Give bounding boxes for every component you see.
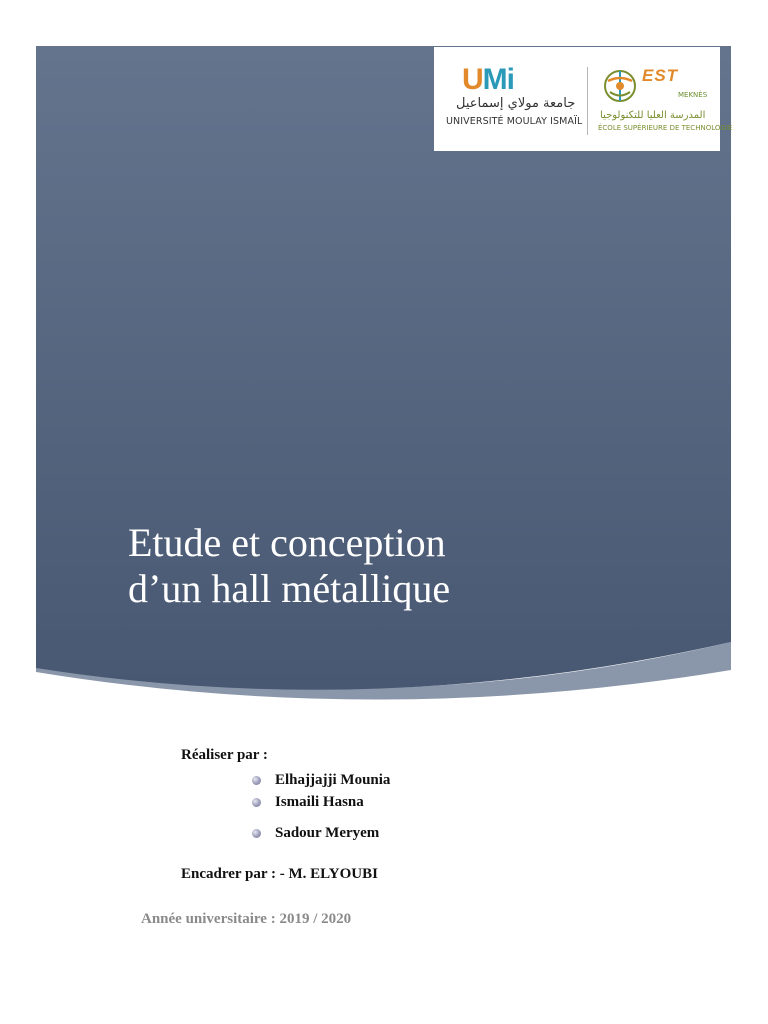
title-line-2: d’un hall métallique bbox=[128, 566, 451, 611]
academic-year: Année universitaire : 2019 / 2020 bbox=[141, 911, 352, 927]
authors-heading: Réaliser par : bbox=[181, 747, 268, 763]
logo-banner bbox=[434, 47, 733, 151]
est-logo bbox=[598, 65, 733, 145]
umi-mark-u: U bbox=[462, 63, 483, 96]
est-city: MEKNÈS bbox=[678, 91, 708, 99]
bullet-icon bbox=[252, 798, 261, 807]
author-name: Sadour Meryem bbox=[275, 825, 380, 841]
title-line-1: Etude et conception bbox=[128, 520, 446, 565]
umi-mark bbox=[462, 65, 514, 95]
bullet-icon bbox=[252, 829, 261, 838]
est-mark: EST bbox=[642, 66, 679, 85]
umi-arabic-name: جامعة مولاي إسماعيل bbox=[456, 96, 576, 111]
logo-divider bbox=[587, 67, 588, 135]
author-name: Ismaili Hasna bbox=[275, 794, 364, 810]
author-name: Elhajjajji Mounia bbox=[275, 772, 391, 788]
author-item bbox=[252, 825, 379, 842]
bullet-icon bbox=[252, 776, 261, 785]
supervisor-line: Encadrer par : - M. ELYOUBI bbox=[181, 866, 378, 882]
document-title bbox=[128, 520, 688, 612]
umi-mark-mi: Mi bbox=[482, 63, 514, 96]
author-item bbox=[252, 772, 390, 789]
umi-latin-name: UNIVERSITÉ MOULAY ISMAÏL bbox=[446, 116, 583, 127]
author-item bbox=[252, 794, 364, 811]
est-emblem-icon bbox=[600, 65, 640, 107]
est-latin-name: ÉCOLE SUPÉRIEURE DE TECHNOLOGIE bbox=[598, 124, 733, 132]
est-arabic-name: المدرسة العليا للتكنولوجيا bbox=[600, 110, 706, 121]
umi-logo bbox=[446, 63, 583, 141]
